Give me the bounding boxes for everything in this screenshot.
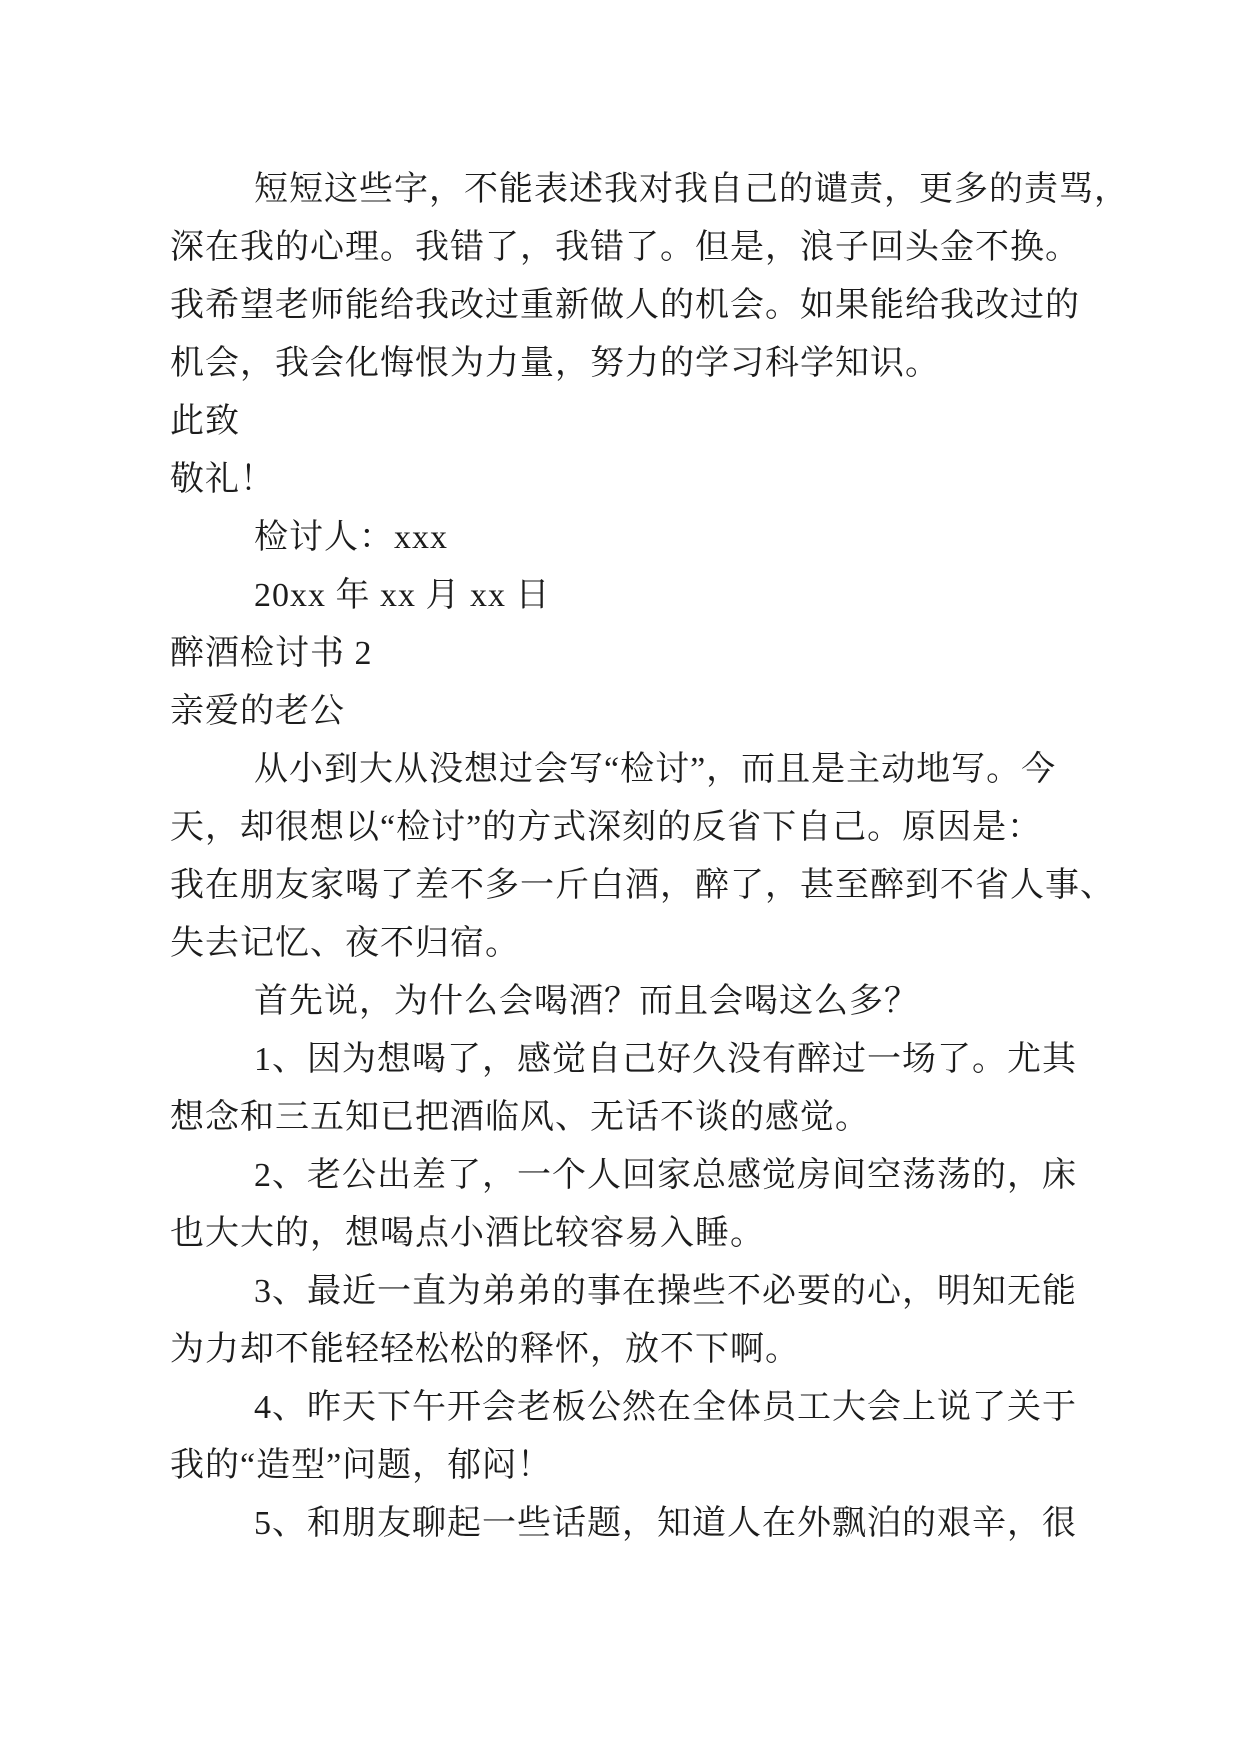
text-line: 机会，我会化悔恨为力量，努力的学习科学知识。 bbox=[170, 345, 940, 382]
document-text bbox=[170, 161, 1129, 1553]
text-line: 5、和朋友聊起一些话题，知道人在外飘泊的艰辛，很 bbox=[254, 1505, 1077, 1542]
text-line: 此致 bbox=[170, 403, 240, 440]
text-line: 想念和三五知已把酒临风、无话不谈的感觉。 bbox=[170, 1099, 870, 1136]
text-line: 3、最近一直为弟弟的事在操些不必要的心，明知无能 bbox=[254, 1273, 1077, 1310]
text-line: 从小到大从没想过会写“检讨”，而且是主动地写。今 bbox=[254, 751, 1057, 788]
text-line: 首先说，为什么会喝酒？而且会喝这么多？ bbox=[254, 983, 919, 1020]
text-line: 我希望老师能给我改过重新做人的机会。如果能给我改过的 bbox=[170, 287, 1080, 324]
text-line: 为力却不能轻轻松松的释怀，放不下啊。 bbox=[170, 1331, 800, 1368]
text-line: 醉酒检讨书 2 bbox=[170, 635, 373, 672]
text-line: 20xx 年 xx 月 xx 日 bbox=[254, 577, 551, 614]
text-line: 短短这些字，不能表述我对我自己的谴责，更多的责骂， bbox=[254, 171, 1129, 208]
text-line: 亲爱的老公 bbox=[170, 693, 345, 730]
text-line: 检讨人：xxx bbox=[254, 519, 448, 556]
text-line: 也大大的，想喝点小酒比较容易入睡。 bbox=[170, 1215, 765, 1252]
text-line: 我的“造型”问题，郁闷！ bbox=[170, 1447, 553, 1484]
text-line: 1、因为想喝了，感觉自己好久没有醉过一场了。尤其 bbox=[254, 1041, 1077, 1078]
text-line: 敬礼！ bbox=[170, 461, 275, 498]
text-line: 天，却很想以“检讨”的方式深刻的反省下自己。原因是： bbox=[170, 809, 1043, 846]
text-line: 4、昨天下午开会老板公然在全体员工大会上说了关于 bbox=[254, 1389, 1077, 1426]
text-line: 2、老公出差了，一个人回家总感觉房间空荡荡的，床 bbox=[254, 1157, 1077, 1194]
text-line: 失去记忆、夜不归宿。 bbox=[170, 925, 520, 962]
text-line: 深在我的心理。我错了，我错了。但是，浪子回头金不换。 bbox=[170, 229, 1080, 266]
text-line: 我在朋友家喝了差不多一斤白酒，醉了，甚至醉到不省人事、 bbox=[170, 867, 1115, 904]
